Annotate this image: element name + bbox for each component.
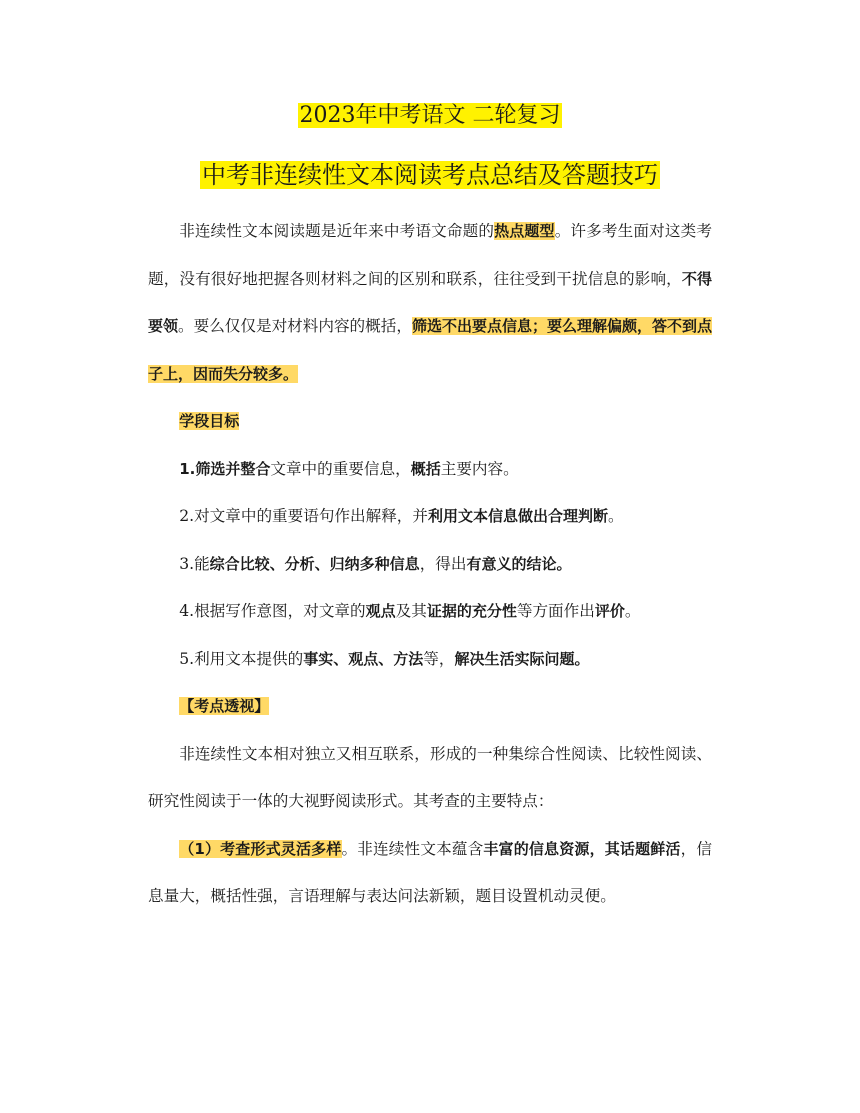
perspective-heading-text: 【考点透视】 (179, 697, 270, 715)
intro-paragraph (148, 208, 712, 398)
goal-item-5 (148, 636, 712, 684)
title-line2-text: 中考非连续性文本阅读考点总结及答题技巧 (202, 161, 658, 189)
goal5-emphasis-2: 解决生活实际问题。 (454, 649, 590, 668)
goal-item-4 (148, 588, 712, 636)
goal3-emphasis-2: 有意义的结论。 (466, 554, 572, 573)
goal-item-3 (148, 541, 712, 589)
intro-emphasis-1: 热点题型 (494, 222, 555, 240)
goal5-text-1: 5.利用文本提供的 (179, 649, 304, 668)
goal3-emphasis-1: 综合比较、分析、归纳多种信息 (209, 554, 420, 573)
doc-title-line2 (0, 158, 860, 192)
goal-item-2 (148, 493, 712, 541)
perspective-heading (148, 683, 712, 731)
goal3-text-2: ，得出 (419, 554, 467, 573)
doc-title-line1 (0, 100, 860, 132)
goal4-emphasis-2: 证据的充分性 (426, 602, 517, 620)
feature1-text-2: ，信息量大，概括性强，言语理解与表达问法新颖，题目设置机动灵便。 (148, 839, 712, 905)
goal1-emphasis-2: 概括 (410, 459, 441, 478)
intro-emphasis-3: 筛选不出要点信息；要么理解偏颇，答不到点子上，因而失分较多。 (148, 317, 712, 383)
goal2-emphasis-1: 利用文本信息做出合理判断 (427, 507, 608, 525)
intro-text-2: 。许多考生面对这类考题，没有很好地把握各则材料之间的区别和联系，往往受到干扰信息的影响， (148, 222, 712, 288)
document-body (148, 208, 712, 921)
feature1-text-1: 。非连续性文本蕴含 (341, 839, 484, 858)
feature1-heading: （1）考查形式灵活多样 (179, 839, 342, 858)
goal5-text-2: 等， (423, 649, 455, 668)
feature-item-1 (148, 826, 712, 921)
intro-emphasis-2: 不得要领 (148, 269, 712, 335)
goal2-text-2: 。 (608, 507, 624, 525)
goal-item-1 (148, 446, 712, 494)
goal4-text-4: 。 (624, 602, 641, 620)
goal4-emphasis-1: 观点 (365, 602, 396, 620)
goals-heading-text: 学段目标 (179, 412, 240, 430)
goal3-text-1: 3.能 (179, 554, 210, 573)
intro-text-3: 。要么仅仅是对材料内容的概括， (178, 317, 412, 335)
goal4-emphasis-3: 评价 (594, 602, 625, 620)
goal1-number: 1. (179, 459, 196, 478)
goal2-text-1: 2.对文章中的重要语句作出解释，并 (179, 507, 428, 525)
goal1-emphasis-1: 筛选并整合 (195, 459, 271, 478)
goal5-emphasis-1: 事实、观点、方法 (303, 649, 424, 668)
goal1-text-2: 主要内容。 (440, 459, 519, 478)
goal4-text-2: 及其 (395, 602, 427, 620)
goal4-text-3: 等方面作出 (516, 602, 595, 620)
feature1-emphasis: 丰富的信息资源，其话题鲜活 (483, 839, 681, 858)
perspective-text: 非连续性文本相对独立又相互联系，形成的一种集综合性阅读、比较性阅读、研究性阅读于一体的大视野阅读形式。其考查的主要特点： (148, 744, 712, 810)
perspective-paragraph (148, 731, 712, 826)
goal4-text-1: 4.根据写作意图，对文章的 (179, 602, 366, 620)
goals-heading (148, 398, 712, 446)
title-line1-text: 2023年中考语文 二轮复习 (299, 103, 561, 128)
intro-text-1: 非连续性文本阅读题是近年来中考语文命题的 (179, 222, 495, 240)
goal1-text-1: 文章中的重要信息， (270, 459, 411, 478)
